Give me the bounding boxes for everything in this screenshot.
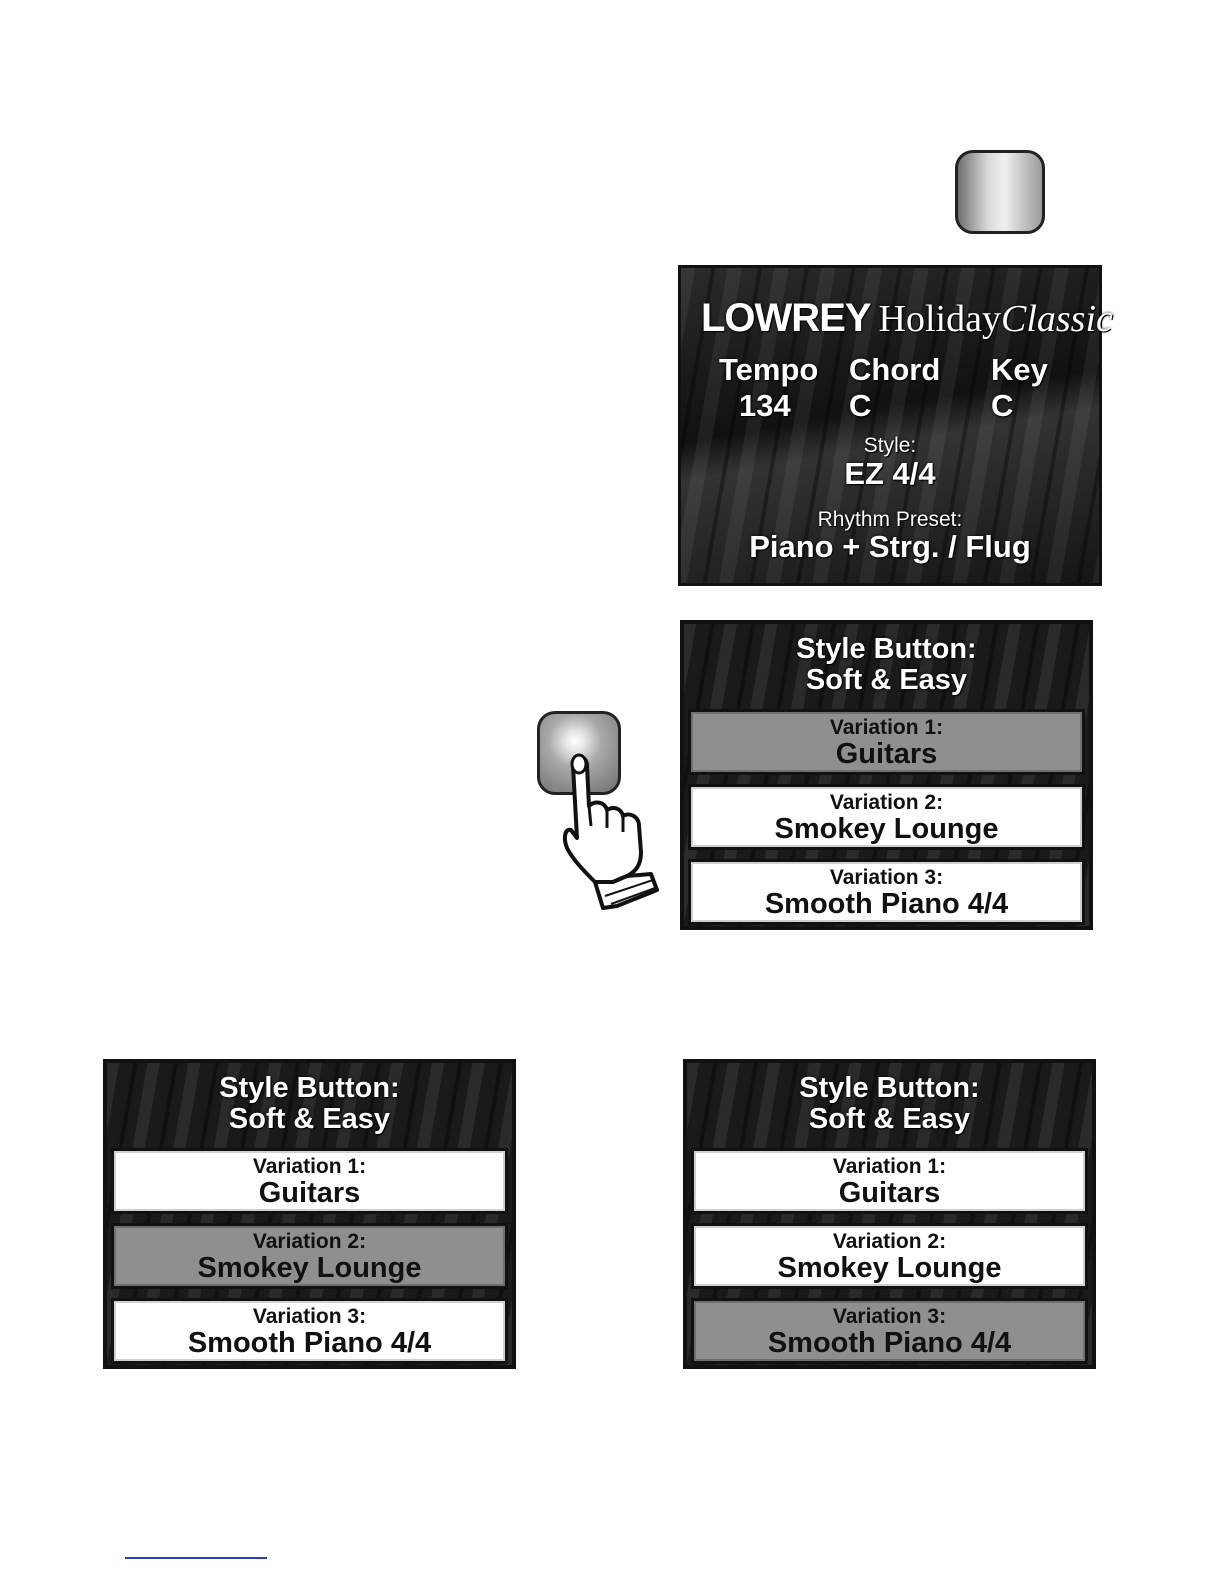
chord-label: Chord: [849, 352, 941, 387]
variation-2-button[interactable]: [111, 1223, 508, 1289]
variation-name: Guitars: [258, 1177, 361, 1209]
variation-label: Variation 3:: [829, 866, 944, 889]
variation-1-button[interactable]: [691, 1148, 1088, 1214]
style-label: Style:: [863, 434, 917, 457]
variation-1-button[interactable]: [688, 709, 1085, 775]
panel-header-style: Soft & Easy: [228, 1103, 391, 1135]
panel-header-style: Soft & Easy: [805, 664, 968, 696]
variation-label: Variation 2:: [829, 791, 944, 814]
variation-label: Variation 3:: [832, 1305, 947, 1328]
variation-label: Variation 1:: [832, 1155, 947, 1178]
tempo-label: Tempo: [719, 352, 819, 387]
variation-label: Variation 2:: [832, 1230, 947, 1253]
variation-name: Smokey Lounge: [774, 813, 999, 845]
variation-name: Smokey Lounge: [777, 1252, 1002, 1284]
panel-header: [107, 1063, 512, 1145]
style-variations-panel: [680, 620, 1093, 930]
variation-3-button[interactable]: [111, 1298, 508, 1364]
brand-name: LOWREY: [701, 296, 871, 340]
panel-header: [684, 624, 1089, 706]
variation-1-button[interactable]: [111, 1148, 508, 1214]
panel-header: [687, 1063, 1092, 1145]
key-value: C: [991, 388, 1014, 423]
pointing-hand-icon: [555, 748, 665, 913]
panel-header-title: Style Button:: [796, 633, 977, 665]
key-label: Key: [991, 352, 1048, 387]
main-display-screen: [678, 265, 1113, 586]
variation-2-button[interactable]: [688, 784, 1085, 850]
footer-divider: [125, 1557, 267, 1559]
variation-3-button[interactable]: [691, 1298, 1088, 1364]
style-value: EZ 4/4: [844, 456, 936, 491]
style-button-icon[interactable]: [955, 150, 1045, 234]
variation-name: Smooth Piano 4/4: [764, 888, 1009, 920]
variation-label: Variation 1:: [829, 716, 944, 739]
variation-name: Smooth Piano 4/4: [187, 1327, 432, 1359]
panel-header-title: Style Button:: [219, 1072, 400, 1104]
variation-label: Variation 2:: [252, 1230, 367, 1253]
variation-label: Variation 3:: [252, 1305, 367, 1328]
variation-2-button[interactable]: [691, 1223, 1088, 1289]
panel-header-style: Soft & Easy: [808, 1103, 971, 1135]
variation-name: Smooth Piano 4/4: [767, 1327, 1012, 1359]
variation-name: Guitars: [838, 1177, 941, 1209]
variation-name: Smokey Lounge: [197, 1252, 422, 1284]
rhythm-preset-label: Rhythm Preset:: [817, 508, 963, 531]
model-word: Holiday: [878, 298, 1001, 340]
rhythm-preset-value: Piano + Strg. / Flug: [749, 529, 1031, 564]
model-suffix: Classic: [1000, 298, 1113, 340]
variation-label: Variation 1:: [252, 1155, 367, 1178]
panel-header-title: Style Button:: [799, 1072, 980, 1104]
chord-value: C: [849, 388, 872, 423]
tempo-value: 134: [739, 388, 791, 423]
variation-3-button[interactable]: [688, 859, 1085, 925]
variation-name: Guitars: [835, 738, 938, 770]
brand-logo: [701, 296, 1113, 341]
style-variations-panel: [103, 1059, 516, 1369]
style-variations-panel: [683, 1059, 1096, 1369]
